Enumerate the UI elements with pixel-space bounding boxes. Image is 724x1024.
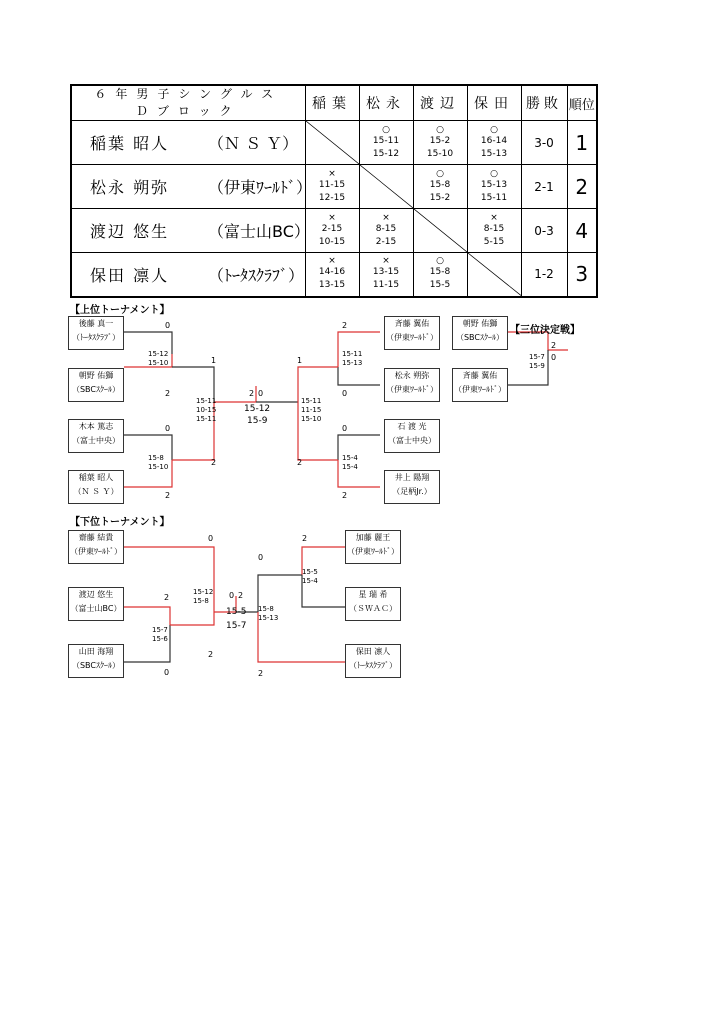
player-name: 松永 朔弥 (90, 178, 170, 197)
game-score: 15-13 (480, 148, 508, 159)
game-score: 15-8 (429, 179, 451, 190)
match-score: 10-15 (196, 406, 217, 414)
match-score: 15-5 (226, 607, 247, 617)
match-count: 2 (258, 669, 264, 678)
result-symbol: × (382, 212, 390, 223)
win-loss: 0-3 (521, 209, 567, 253)
player-box (68, 587, 124, 621)
player-box (452, 368, 508, 402)
match-score: 15-8 (258, 605, 274, 613)
player-box (68, 316, 124, 350)
player-name: 山田 海翔 (78, 647, 114, 656)
player-box (384, 419, 440, 453)
game-score: 14-16 (318, 267, 346, 278)
player-club: （伊東ﾜｰﾙﾄﾞ） (454, 385, 506, 394)
player-club: （伊東ﾜｰﾙﾄﾞ） (347, 547, 399, 556)
match-count: 2 (165, 389, 171, 398)
player-box (68, 419, 124, 453)
game-score: 5-15 (483, 236, 505, 247)
game-score: 15-12 (372, 148, 400, 159)
player-name: 加藤 麗王 (355, 533, 391, 542)
header-cell: 渡辺 (413, 85, 467, 121)
game-score: 15-2 (429, 135, 451, 146)
match-count: 0 (165, 321, 171, 330)
bracket-line (124, 607, 170, 625)
player-name: 稲葉 昭人 (78, 473, 114, 482)
player-club: （伊東ﾜｰﾙﾄﾞ） (208, 178, 313, 197)
match-score: 15-5 (302, 568, 318, 576)
game-score: 2-15 (321, 223, 343, 234)
match-score: 15-12 (244, 404, 271, 414)
win-loss: 2-1 (521, 165, 567, 209)
rank: 3 (567, 253, 597, 297)
match-score: 15-11 (301, 397, 322, 405)
result-symbol: ○ (490, 168, 498, 179)
result-symbol: × (328, 168, 336, 179)
match-count: 2 (238, 591, 244, 600)
player-name: 朝野 佑獅 (78, 371, 114, 380)
match-score: 11-15 (301, 406, 322, 414)
match-count: 0 (165, 424, 171, 433)
game-score: 8-15 (483, 223, 505, 234)
rank: 4 (567, 209, 597, 253)
player-name: 斉藤 翼佑 (394, 319, 430, 328)
match-score: 15-10 (148, 359, 169, 367)
player-club: （伊東ﾜｰﾙﾄﾞ） (386, 385, 438, 394)
player-name: 齋藤 結貴 (78, 533, 114, 542)
match-count: 2 (342, 321, 348, 330)
match-score: 15-4 (342, 454, 358, 462)
player-box (384, 368, 440, 402)
match-score: 15-7 (529, 353, 545, 361)
match-count: 2 (164, 593, 170, 602)
match-score: 15-11 (196, 397, 217, 405)
player-box (384, 316, 440, 350)
game-score: 16-14 (480, 135, 508, 146)
game-score: 10-15 (318, 236, 346, 247)
match-score: 15-7 (152, 626, 168, 634)
player-name: 星 瑞 希 (358, 590, 388, 599)
rank: 1 (567, 121, 597, 165)
match-count: 2 (551, 341, 557, 350)
game-score: 15-13 (480, 179, 508, 190)
player-box (452, 316, 508, 350)
player-name: 渡辺 悠生 (78, 590, 114, 599)
match-count: 2 (208, 650, 214, 659)
player-name: 石 渡 光 (397, 422, 427, 431)
game-score: 13-15 (372, 267, 400, 278)
header-cell: 保田 (467, 85, 521, 121)
win-loss: 1-2 (521, 253, 567, 297)
match-score: 15-13 (342, 359, 363, 367)
game-score: 8-15 (375, 223, 397, 234)
player-club: （富士中央） (72, 436, 120, 445)
player-name: 斉藤 翼佑 (462, 371, 498, 380)
result-symbol: × (382, 256, 390, 267)
player-name: 松永 朔弥 (394, 371, 430, 380)
match-score: 15-4 (302, 577, 318, 585)
match-score: 15-12 (148, 350, 169, 358)
player-club: （富士山BC） (70, 604, 122, 613)
player-club: （富士山BC） (208, 222, 310, 241)
player-name: 朝野 佑獅 (462, 319, 498, 328)
match-count: 0 (229, 591, 235, 600)
match-count: 2 (297, 458, 303, 467)
title-line1: ６年男子シングルス (94, 87, 283, 101)
game-score: 15-8 (429, 267, 451, 278)
match-score: 15-11 (342, 350, 363, 358)
match-score: 15-9 (247, 416, 268, 426)
game-score: 15-2 (429, 192, 451, 203)
player-club: （ﾄｰﾀｽｸﾗﾌﾞ） (349, 661, 397, 670)
game-score: 15-10 (426, 148, 454, 159)
player-name: 保田 凛人 (355, 647, 391, 656)
player-box (68, 530, 124, 564)
game-score: 11-15 (372, 280, 400, 291)
match-score: 15-12 (193, 588, 214, 596)
player-box (384, 470, 440, 504)
header-cell: 稲葉 (305, 85, 359, 121)
player-club: （SBCｽｸｰﾙ） (71, 385, 120, 394)
player-club: （SBCｽｸｰﾙ） (71, 661, 120, 670)
player-club: （ﾄｰﾀｽｸﾗﾌﾞ） (72, 333, 120, 342)
match-count: 0 (258, 553, 264, 562)
player-box (345, 530, 401, 564)
player-name: 木本 篤志 (78, 422, 114, 431)
player-club: （ＳＷＡＣ） (349, 604, 397, 613)
game-score: 13-15 (318, 280, 346, 291)
player-club: （Ｎ Ｓ Ｙ） (73, 487, 119, 496)
third-place-label: 【三位決定戦】 (510, 325, 580, 336)
match-count: 2 (342, 491, 348, 500)
match-count: 1 (211, 356, 217, 365)
match-score: 15-8 (148, 454, 164, 462)
game-score: 12-15 (318, 192, 346, 203)
match-score: 15-11 (196, 415, 217, 423)
player-box (68, 368, 124, 402)
match-count: 0 (342, 389, 348, 398)
upper-tournament-label: 【上位トーナメント】 (70, 305, 170, 316)
player-box (68, 470, 124, 504)
match-count: 2 (302, 534, 308, 543)
game-score: 15-5 (429, 280, 451, 291)
result-symbol: ○ (436, 256, 444, 267)
result-symbol: ○ (436, 124, 444, 135)
player-club: （SBCｽｸｰﾙ） (455, 333, 504, 342)
match-count: 0 (258, 389, 264, 398)
win-loss: 3-0 (521, 121, 567, 165)
rank: 2 (567, 165, 597, 209)
game-score: 11-15 (318, 179, 346, 190)
match-count: 0 (342, 424, 348, 433)
match-count: 0 (208, 534, 214, 543)
game-score: 2-15 (375, 236, 397, 247)
header-cell: 順位 (567, 85, 597, 121)
match-count: 0 (551, 353, 557, 362)
match-score: 15-8 (193, 597, 209, 605)
result-symbol: × (328, 212, 336, 223)
player-club: （ﾄｰﾀｽｸﾗﾌﾞ） (208, 265, 305, 285)
match-count: 2 (249, 389, 255, 398)
match-score: 15-9 (529, 362, 545, 370)
lower-tournament-label: 【下位トーナメント】 (70, 517, 170, 528)
match-score: 15-6 (152, 635, 168, 643)
result-symbol: ○ (490, 124, 498, 135)
player-name: 井上 陽翔 (394, 473, 430, 482)
player-club: （伊東ﾜｰﾙﾄﾞ） (70, 547, 122, 556)
match-score: 15-10 (301, 415, 322, 423)
match-score: 15-7 (226, 621, 247, 631)
game-score: 15-11 (372, 135, 400, 146)
player-club: （足柄Jr.） (392, 487, 432, 496)
game-score: 15-11 (480, 192, 508, 203)
header-cell: 松永 (359, 85, 413, 121)
player-name: 渡辺 悠生 (90, 222, 170, 241)
player-box (345, 644, 401, 678)
player-box (345, 587, 401, 621)
match-count: 2 (211, 458, 217, 467)
player-box (68, 644, 124, 678)
title-line2: Ｄブロック (135, 104, 241, 118)
match-count: 1 (297, 356, 303, 365)
match-score: 15-13 (258, 614, 279, 622)
match-count: 2 (165, 491, 171, 500)
header-cell: 勝敗 (521, 85, 567, 121)
player-name: 保田 凛人 (90, 265, 170, 285)
match-score: 15-4 (342, 463, 358, 471)
player-name: 稲葉 昭人 (90, 134, 170, 153)
result-symbol: ○ (436, 168, 444, 179)
match-score: 15-10 (148, 463, 169, 471)
player-name: 後藤 真一 (78, 319, 114, 328)
result-symbol: × (490, 212, 498, 223)
player-club: （伊東ﾜｰﾙﾄﾞ） (386, 333, 438, 342)
result-symbol: × (328, 256, 336, 267)
match-count: 0 (164, 668, 170, 677)
player-club: （Ｎ Ｓ Ｙ） (208, 134, 299, 153)
bracket-line (338, 367, 380, 385)
player-club: （富士中央） (388, 436, 436, 445)
result-symbol: ○ (382, 124, 390, 135)
